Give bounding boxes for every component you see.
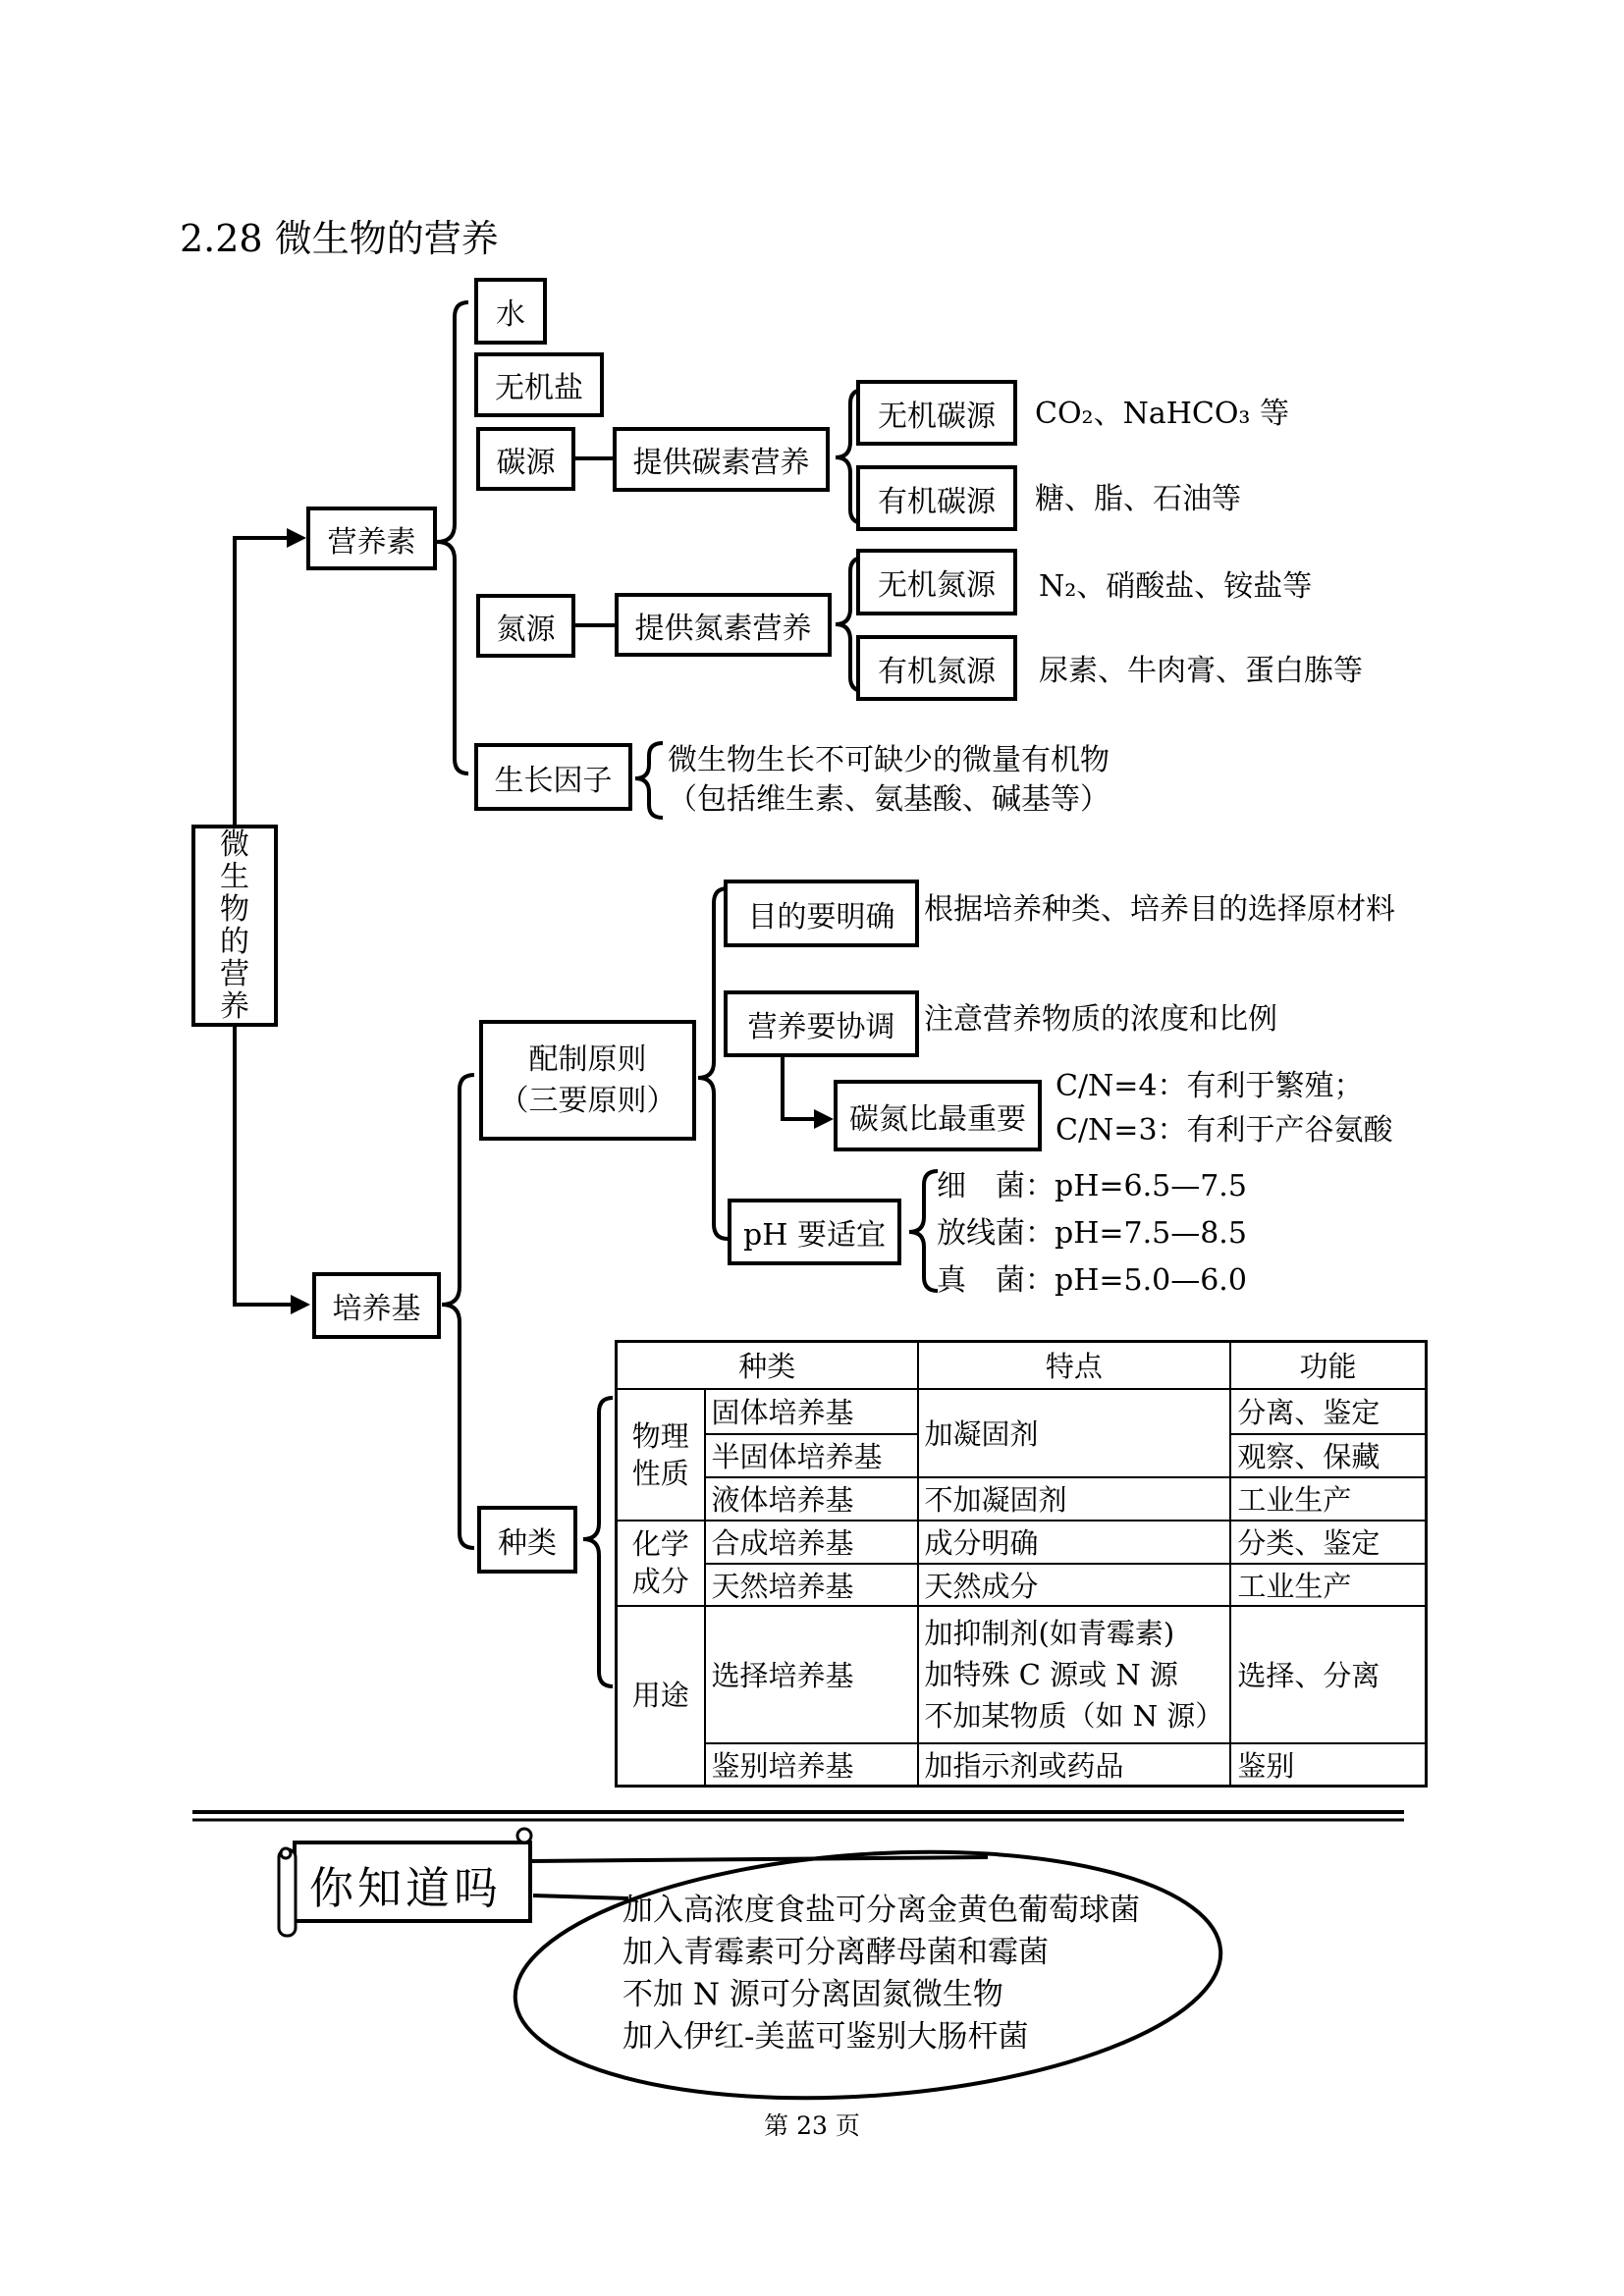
cell-func-differential: 鉴别 (1230, 1743, 1426, 1787)
cell-selective-medium: 选择培养基 (705, 1606, 918, 1743)
cell-synthetic-medium: 合成培养基 (705, 1521, 918, 1564)
trunk-line-top (235, 538, 289, 825)
node-provide-carbon: 提供碳素营养 (613, 427, 830, 492)
node-organic-nitrogen: 有机氮源 (856, 635, 1017, 701)
cell-func-liquid: 工业生产 (1230, 1477, 1426, 1521)
growth-factor-desc-line1: 微生物生长不可缺少的微量有机物 (668, 743, 1110, 777)
arrowhead-medium (291, 1295, 310, 1314)
ph-line-actinomycetes: 放线菌：pH=7.5—8.5 (937, 1216, 1247, 1251)
inorganic-nitrogen-examples: N₂、硝酸盐、铵盐等 (1039, 569, 1313, 604)
table-header-row (617, 1342, 1427, 1389)
node-ph-suitable: pH 要适宜 (728, 1199, 901, 1265)
know-line-1: 加入高浓度食盐可分离金黄色葡萄球菌 (623, 1893, 1140, 1928)
banner-pointer-bottom (533, 1896, 628, 1898)
cell-solid-medium: 固体培养基 (705, 1389, 918, 1434)
cell-liquid-medium: 液体培养基 (705, 1477, 918, 1521)
ph-line-fungi: 真 菌：pH=5.0—6.0 (937, 1263, 1247, 1298)
root-label: 微生物的营养 (220, 828, 249, 1024)
arrowhead-nutrient (287, 528, 306, 548)
growth-factor-desc-line2: （包括维生素、氨基酸、碱基等） (668, 782, 1110, 817)
cell-differential-medium: 鉴别培养基 (705, 1743, 918, 1787)
group-chemical: 化学成分 (617, 1521, 705, 1606)
node-root-microbe-nutrition (191, 825, 278, 1027)
arrowhead-cn-ratio (814, 1109, 834, 1129)
header-function: 功能 (1230, 1342, 1426, 1389)
media-types-table (615, 1340, 1428, 1788)
node-inorganic-salt: 无机盐 (474, 352, 604, 417)
banner-pointer-top (530, 1857, 988, 1861)
organic-carbon-examples: 糖、脂、石油等 (1035, 482, 1241, 516)
organic-nitrogen-examples: 尿素、牛肉膏、蛋白胨等 (1039, 654, 1363, 688)
cn-ratio-line1: C/N=4：有利于繁殖； (1056, 1069, 1364, 1103)
table-row (617, 1389, 1427, 1434)
brace-nutrient (437, 302, 468, 774)
header-feature: 特点 (918, 1342, 1231, 1389)
cell-natural-medium: 天然培养基 (705, 1564, 918, 1606)
header-kind: 种类 (617, 1342, 918, 1389)
cell-natural-composition: 天然成分 (918, 1564, 1231, 1606)
node-types: 种类 (477, 1506, 577, 1574)
cell-func-synthetic: 分类、鉴定 (1230, 1521, 1426, 1564)
node-water: 水 (474, 278, 547, 345)
inorganic-carbon-examples: CO₂、NaHCO₃ 等 (1035, 397, 1289, 431)
brace-growth-factor (635, 743, 663, 818)
page-number: 第 23 页 (764, 2111, 860, 2140)
node-cn-ratio: 碳氮比最重要 (834, 1080, 1042, 1151)
cell-clear-composition: 成分明确 (918, 1521, 1231, 1564)
cn-ratio-line2: C/N=3：有利于产谷氨酸 (1056, 1113, 1393, 1148)
cell-selective-features (918, 1606, 1231, 1743)
node-growth-factor: 生长因子 (474, 743, 632, 811)
know-line-4: 加入伊红-美蓝可鉴别大肠杆菌 (623, 2019, 1029, 2055)
cell-func-solid: 分离、鉴定 (1230, 1389, 1426, 1434)
banner-scroll-right-knob (517, 1829, 531, 1842)
selective-feature-line3: 不加某物质（如 N 源） (924, 1698, 1224, 1733)
node-nutrition-coordinate: 营养要协调 (724, 990, 919, 1057)
prep-principle-line1: 配制原则 (528, 1041, 647, 1077)
banner-scroll-left-curl (279, 1849, 296, 1936)
node-organic-carbon: 有机碳源 (856, 465, 1017, 531)
cell-semisolid-medium: 半固体培养基 (705, 1434, 918, 1477)
table-row (617, 1521, 1427, 1564)
node-nutrient: 营养素 (306, 507, 437, 570)
table-row (617, 1743, 1427, 1787)
cell-indicator: 加指示剂或药品 (918, 1743, 1231, 1787)
brace-types (583, 1398, 613, 1686)
connector-cn-ratio (783, 1057, 816, 1119)
node-nitrogen-source: 氮源 (476, 594, 575, 658)
node-medium: 培养基 (312, 1272, 441, 1339)
table-row (617, 1606, 1427, 1743)
node-carbon-source: 碳源 (476, 427, 575, 491)
know-line-3: 不加 N 源可分离固氮微生物 (623, 1977, 1003, 2012)
cell-func-natural: 工业生产 (1230, 1564, 1426, 1606)
purpose-desc: 根据培养种类、培养目的选择原材料 (924, 892, 1395, 927)
know-line-2: 加入青霉素可分离酵母菌和霉菌 (623, 1935, 1049, 1970)
banner-scroll-left-knob (281, 1848, 291, 1858)
cell-coagulant: 加凝固剂 (918, 1389, 1231, 1477)
cell-func-selective: 选择、分离 (1230, 1606, 1426, 1743)
prep-principle-line2: （三要原则） (499, 1083, 677, 1118)
brace-medium (442, 1075, 474, 1548)
brace-ph (909, 1171, 938, 1291)
node-prep-principle (479, 1020, 696, 1141)
cell-func-semisolid: 观察、保藏 (1230, 1434, 1426, 1477)
node-purpose-clear: 目的要明确 (724, 880, 919, 947)
selective-feature-line2: 加特殊 C 源或 N 源 (924, 1657, 1178, 1691)
nutrition-desc: 注意营养物质的浓度和比例 (924, 1002, 1277, 1037)
know-ellipse (507, 1830, 1228, 2120)
node-inorganic-nitrogen: 无机氮源 (856, 549, 1017, 615)
ph-line-bacteria: 细 菌：pH=6.5—7.5 (937, 1169, 1247, 1203)
selective-feature-line1: 加抑制剂(如青霉素) (924, 1616, 1175, 1650)
page-title: 2.28 微生物的营养 (180, 217, 499, 260)
node-provide-nitrogen: 提供氮素营养 (615, 593, 832, 657)
cell-no-coagulant: 不加凝固剂 (918, 1477, 1231, 1521)
group-physical: 物理性质 (617, 1389, 705, 1521)
know-banner-title: 你知道吗 (309, 1862, 503, 1914)
table-row (617, 1477, 1427, 1521)
group-usage: 用途 (617, 1606, 705, 1787)
trunk-line-bottom (235, 1026, 293, 1305)
table-row (617, 1564, 1427, 1606)
node-inorganic-carbon: 无机碳源 (856, 380, 1017, 446)
